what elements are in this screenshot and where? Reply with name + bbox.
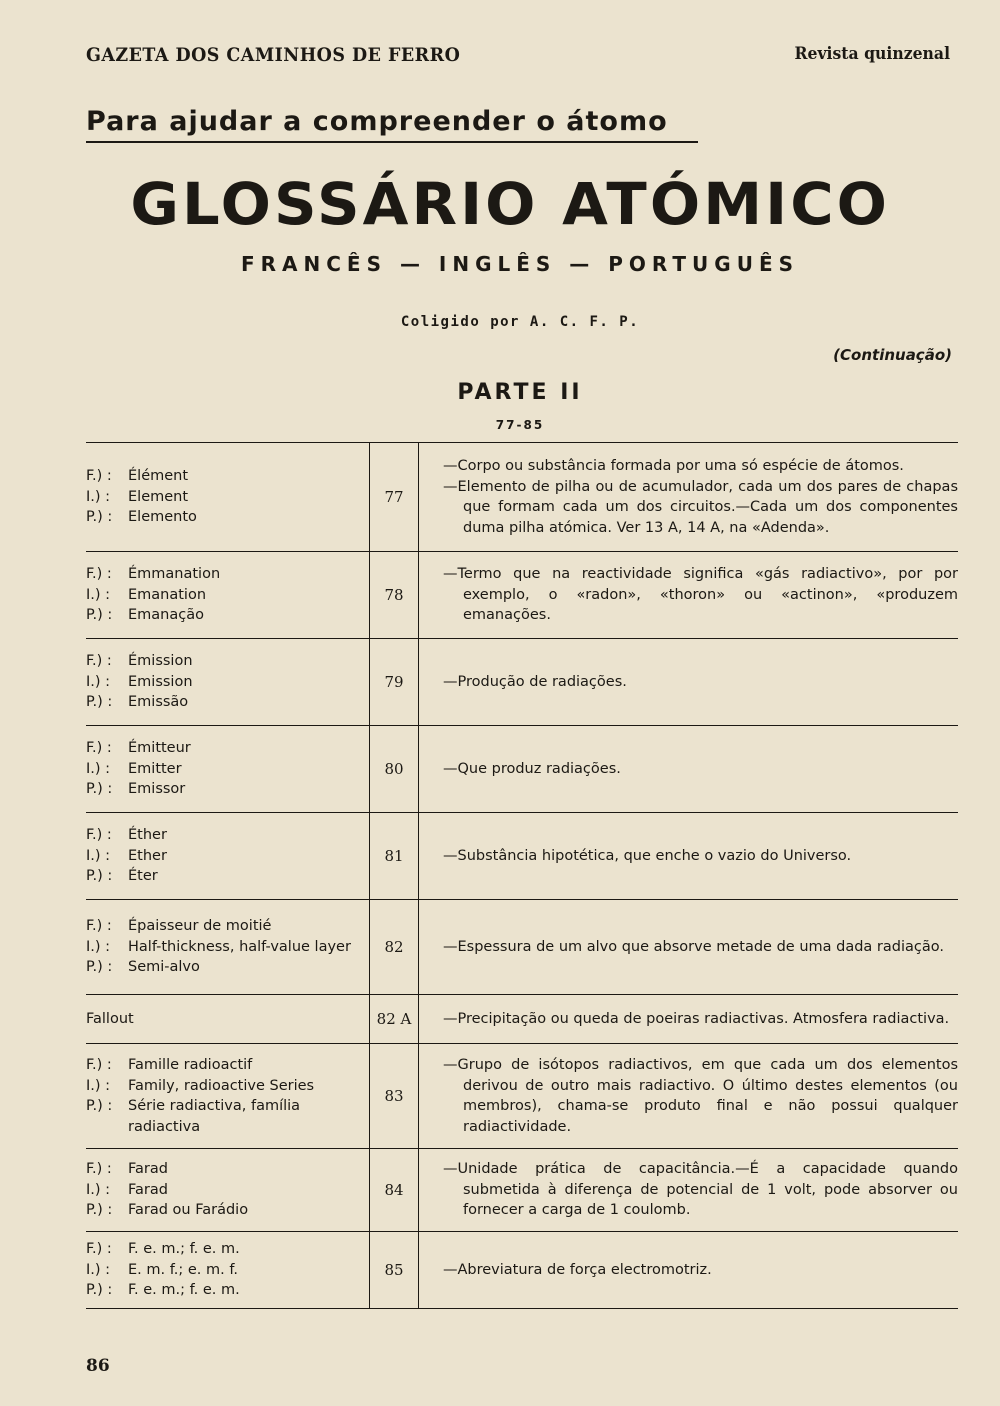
term-language: F.) : <box>86 827 112 844</box>
definition-text: —Termo que na reactividade significa «gás radiactivo», por por exemplo, o «radon», «thoron» ou «actinon», «produzem emanações. <box>443 566 958 624</box>
entry-number: 79 <box>369 639 419 725</box>
entry-definition <box>419 900 958 994</box>
publication-frequency: Revista quinzenal <box>794 44 950 64</box>
entry-terms <box>86 1149 369 1231</box>
entry-term <box>86 585 369 606</box>
entry-term <box>86 1159 369 1180</box>
entry-terms <box>86 900 369 994</box>
entry-number: 85 <box>369 1232 419 1308</box>
entry-terms <box>86 552 369 638</box>
term-word: Ether <box>128 847 167 864</box>
entry-terms <box>86 813 369 899</box>
definition-text: —Substância hipotética, que enche o vazio do Universo. <box>443 847 852 864</box>
definition-text: —Espessura de um alvo que absorve metade de uma dada radiação. <box>443 938 944 955</box>
entry-number: 82 <box>369 900 419 994</box>
definition-text: —Produção de radiações. <box>443 673 627 690</box>
entry-number: 81 <box>369 813 419 899</box>
term-language: P.) : <box>86 868 113 885</box>
compiled-by: Coligido por A. C. F. P. <box>400 314 640 330</box>
entry-term <box>86 1076 369 1097</box>
entry-term <box>86 466 369 487</box>
entry-term <box>86 1280 369 1301</box>
term-word: F. e. m.; f. e. m. <box>128 1241 240 1258</box>
term-word: Elemento <box>128 509 197 526</box>
term-word: Émmanation <box>128 566 221 583</box>
term-word: Émitteur <box>128 740 191 757</box>
term-word: Série radiactiva, família radiactiva <box>128 1098 301 1135</box>
glossary-row <box>86 1232 958 1309</box>
term-language: F.) : <box>86 740 112 757</box>
entry-term <box>86 866 369 887</box>
entry-terms <box>86 995 369 1043</box>
definition-text: —Corpo ou substância formada por uma só espécie de átomos. <box>443 458 904 474</box>
entry-definition <box>419 443 958 551</box>
entry-term <box>86 487 369 508</box>
entry-definition <box>419 726 958 812</box>
term-language: I.) : <box>86 847 111 864</box>
entry-term <box>86 759 369 780</box>
term-word: Éter <box>128 868 158 885</box>
entry-term <box>86 916 369 937</box>
entry-term <box>86 738 369 759</box>
term-language: F.) : <box>86 1241 112 1258</box>
term-word: Farad ou Farádio <box>128 1202 249 1219</box>
glossary-row <box>86 900 958 995</box>
glossary-row <box>86 443 958 552</box>
glossary-row <box>86 813 958 900</box>
term-word: Emitter <box>128 760 182 777</box>
entry-term <box>86 779 369 800</box>
entry-term <box>86 651 369 672</box>
definition-text: —Grupo de isótopos radiactivos, em que cada um dos elementos derivou de outro mais radiactivo. O último destes elementos (ou membros), chama-se produto final e não possui qualquer radiactividade. <box>443 1057 958 1135</box>
entry-term <box>86 672 369 693</box>
entry-term <box>86 846 369 867</box>
definition-text: —Unidade prática de capacitância.—É a capacidade quando submetida à diferença de potencial de 1 volt, pode absorver ou fornecer a carga de 1 coulomb. <box>443 1161 958 1219</box>
entry-number: 80 <box>369 726 419 812</box>
entry-range: 77-85 <box>495 418 545 432</box>
term-word: Famille radioactif <box>128 1057 253 1073</box>
term-word: Family, radioactive Series <box>128 1077 315 1094</box>
entry-definition <box>419 995 958 1043</box>
entry-terms <box>86 639 369 725</box>
definition-text: —Abreviatura de força electromotriz. <box>443 1261 712 1278</box>
term-word: Fallout <box>86 1010 134 1027</box>
term-word: Élément <box>128 468 189 485</box>
glossary-row <box>86 639 958 726</box>
glossary-row <box>86 1149 958 1232</box>
entry-terms <box>86 443 369 551</box>
term-language: I.) : <box>86 673 111 690</box>
page-number: 86 <box>86 1356 110 1376</box>
entry-number: 83 <box>369 1044 419 1148</box>
entry-term <box>86 1239 369 1260</box>
term-language: I.) : <box>86 488 111 505</box>
term-language: I.) : <box>86 1181 111 1198</box>
entry-terms <box>86 726 369 812</box>
term-language: I.) : <box>86 1077 111 1094</box>
article-headline: Para ajudar a compreender o átomo <box>86 106 698 143</box>
continuation-note: (Continuação) <box>833 346 952 364</box>
glossary-row <box>86 552 958 639</box>
term-word: E. m. f.; e. m. f. <box>128 1261 239 1278</box>
term-word: Emissor <box>128 781 186 798</box>
glossary-row <box>86 1044 958 1149</box>
entry-term <box>86 605 369 626</box>
entry-term <box>86 957 369 978</box>
entry-definition <box>419 1232 958 1308</box>
entry-term <box>86 564 369 585</box>
entry-term <box>86 1180 369 1201</box>
term-word: Emissão <box>128 694 189 711</box>
term-language: I.) : <box>86 1261 111 1278</box>
part-heading: PARTE II <box>457 380 583 405</box>
entry-term <box>86 1200 369 1221</box>
term-word: F. e. m.; f. e. m. <box>128 1282 240 1299</box>
term-language: P.) : <box>86 1282 113 1299</box>
term-word: Émission <box>128 653 193 670</box>
glossary-table <box>86 442 958 1309</box>
term-language: F.) : <box>86 918 112 935</box>
glossary-row <box>86 995 958 1044</box>
entry-number: 77 <box>369 443 419 551</box>
entry-definition <box>419 1044 958 1148</box>
term-language: P.) : <box>86 959 113 976</box>
entry-term <box>86 1055 369 1076</box>
term-language: I.) : <box>86 760 111 777</box>
entry-definition <box>419 552 958 638</box>
term-language: P.) : <box>86 509 113 526</box>
term-language: I.) : <box>86 938 111 955</box>
article-languages: FRANCÊS — INGLÊS — PORTUGUÊS <box>240 252 800 276</box>
term-word: Element <box>128 488 189 505</box>
term-language: I.) : <box>86 586 111 603</box>
term-word: Half-thickness, half-value layer <box>128 938 351 955</box>
term-language: F.) : <box>86 468 112 485</box>
term-language: P.) : <box>86 607 113 624</box>
article-title: GLOSSÁRIO ATÓMICO <box>130 170 891 238</box>
term-word: Éther <box>128 827 167 844</box>
entry-term <box>86 1096 369 1137</box>
entry-term <box>86 825 369 846</box>
definition-text: —Precipitação ou queda de poeiras radiactivas. Atmosfera radiactiva. <box>443 1010 950 1027</box>
entry-number: 84 <box>369 1149 419 1231</box>
term-language: P.) : <box>86 694 113 711</box>
term-language: P.) : <box>86 1202 113 1219</box>
term-language: F.) : <box>86 566 112 583</box>
entry-term <box>86 937 369 958</box>
term-language: P.) : <box>86 781 113 798</box>
entry-definition <box>419 813 958 899</box>
entry-term <box>86 1009 369 1030</box>
entry-number: 82 A <box>369 995 419 1043</box>
entry-terms <box>86 1044 369 1148</box>
entry-term <box>86 692 369 713</box>
entry-term <box>86 507 369 528</box>
term-word: Épaisseur de moitié <box>128 918 272 935</box>
term-language: F.) : <box>86 653 112 670</box>
entry-definition <box>419 639 958 725</box>
glossary-row <box>86 726 958 813</box>
term-word: Farad <box>128 1181 168 1198</box>
term-language: P.) : <box>86 1098 113 1114</box>
term-word: Farad <box>128 1161 168 1178</box>
entry-number: 78 <box>369 552 419 638</box>
term-language: F.) : <box>86 1161 112 1178</box>
term-word: Emanação <box>128 607 204 624</box>
definition-text: —Que produz radiações. <box>443 760 621 777</box>
term-word: Emission <box>128 673 193 690</box>
term-language: F.) : <box>86 1057 112 1073</box>
term-word: Semi-alvo <box>128 959 200 976</box>
definition-text: —Elemento de pilha ou de acumulador, cada um dos pares de chapas que formam cada um dos circuitos.—Cada um dos componentes duma pilha atómica. Ver 13 A, 14 A, na «Adenda». <box>443 478 958 536</box>
entry-term <box>86 1260 369 1281</box>
term-word: Emanation <box>128 586 207 603</box>
entry-terms <box>86 1232 369 1308</box>
entry-definition <box>419 1149 958 1231</box>
publication-name: GAZETA DOS CAMINHOS DE FERRO <box>86 44 461 66</box>
